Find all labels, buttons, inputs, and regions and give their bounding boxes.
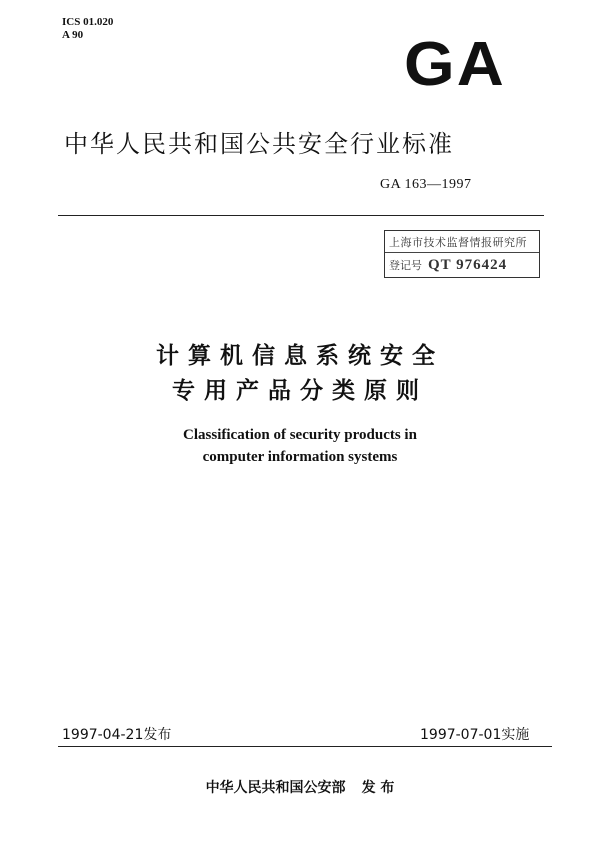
classification-codes <box>62 16 113 42</box>
stamp-divider <box>385 252 539 253</box>
standard-title: 中华人民共和国公共安全行业标准 <box>64 130 454 158</box>
footer-divider <box>58 746 552 747</box>
publisher-line <box>0 777 600 797</box>
document-title-en-line1: Classification of security products in <box>183 427 417 443</box>
issue-date: 1997-04-21发布 <box>62 727 172 743</box>
document-title-cn-line1: 计算机信息系统安全 <box>156 343 444 369</box>
stamp-registration <box>389 257 507 274</box>
issuer-name: 中华人民共和国公安部 <box>205 780 346 796</box>
stamp-institution: 上海市技术监督情报研究所 <box>389 236 527 249</box>
standard-code: GA 163—1997 <box>380 177 472 192</box>
ccs-code: A 90 <box>62 29 84 41</box>
effective-date: 1997-07-01实施 <box>420 727 530 743</box>
ga-logo: GA <box>404 30 506 99</box>
header-divider <box>58 215 544 216</box>
library-stamp <box>384 230 540 278</box>
issue-word: 发 布 <box>361 780 395 796</box>
document-title-cn-line2: 专用产品分类原则 <box>172 378 428 404</box>
document-title-en-line2: computer information systems <box>202 449 398 465</box>
stamp-reg-number: QT 976424 <box>428 257 508 273</box>
ics-code: ICS 01.020 <box>62 16 114 28</box>
stamp-reg-label: 登记号 <box>389 259 422 272</box>
